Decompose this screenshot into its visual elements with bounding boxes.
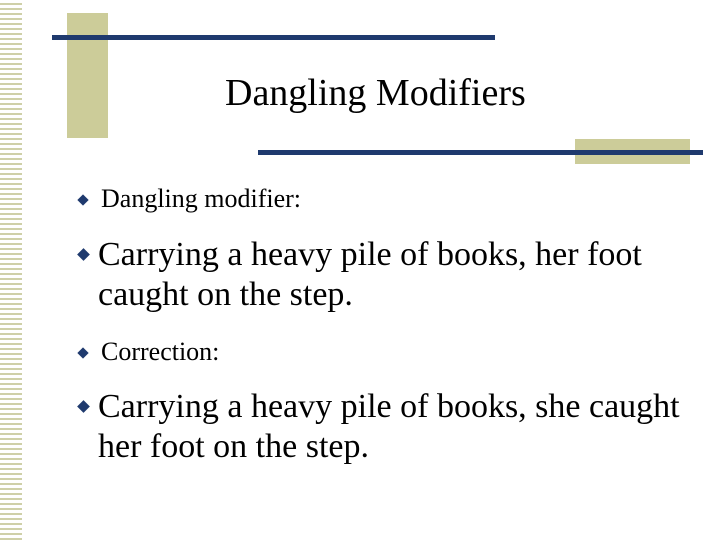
bullet-text: Carrying a heavy pile of books, her foot caught on the step. (98, 236, 642, 313)
bullet-item (76, 183, 301, 215)
diamond-bullet-icon (77, 194, 88, 205)
decorative-rule-top (52, 35, 495, 40)
bullet-text: Dangling modifier: (101, 184, 302, 213)
bullet-text: Carrying a heavy pile of books, she caught her foot on the step. (98, 388, 680, 465)
bullet-item (76, 336, 219, 368)
diamond-bullet-icon (77, 400, 90, 413)
decorative-tan-block-top (67, 13, 108, 138)
decorative-stripe-border (0, 0, 22, 540)
slide-title: Dangling Modifiers (225, 72, 526, 114)
decorative-rule-bottom (258, 150, 703, 155)
bullet-item (76, 235, 686, 315)
bullet-text: Correction: (101, 337, 220, 366)
diamond-bullet-icon (77, 347, 88, 358)
bullet-item (76, 387, 686, 467)
diamond-bullet-icon (77, 248, 90, 261)
